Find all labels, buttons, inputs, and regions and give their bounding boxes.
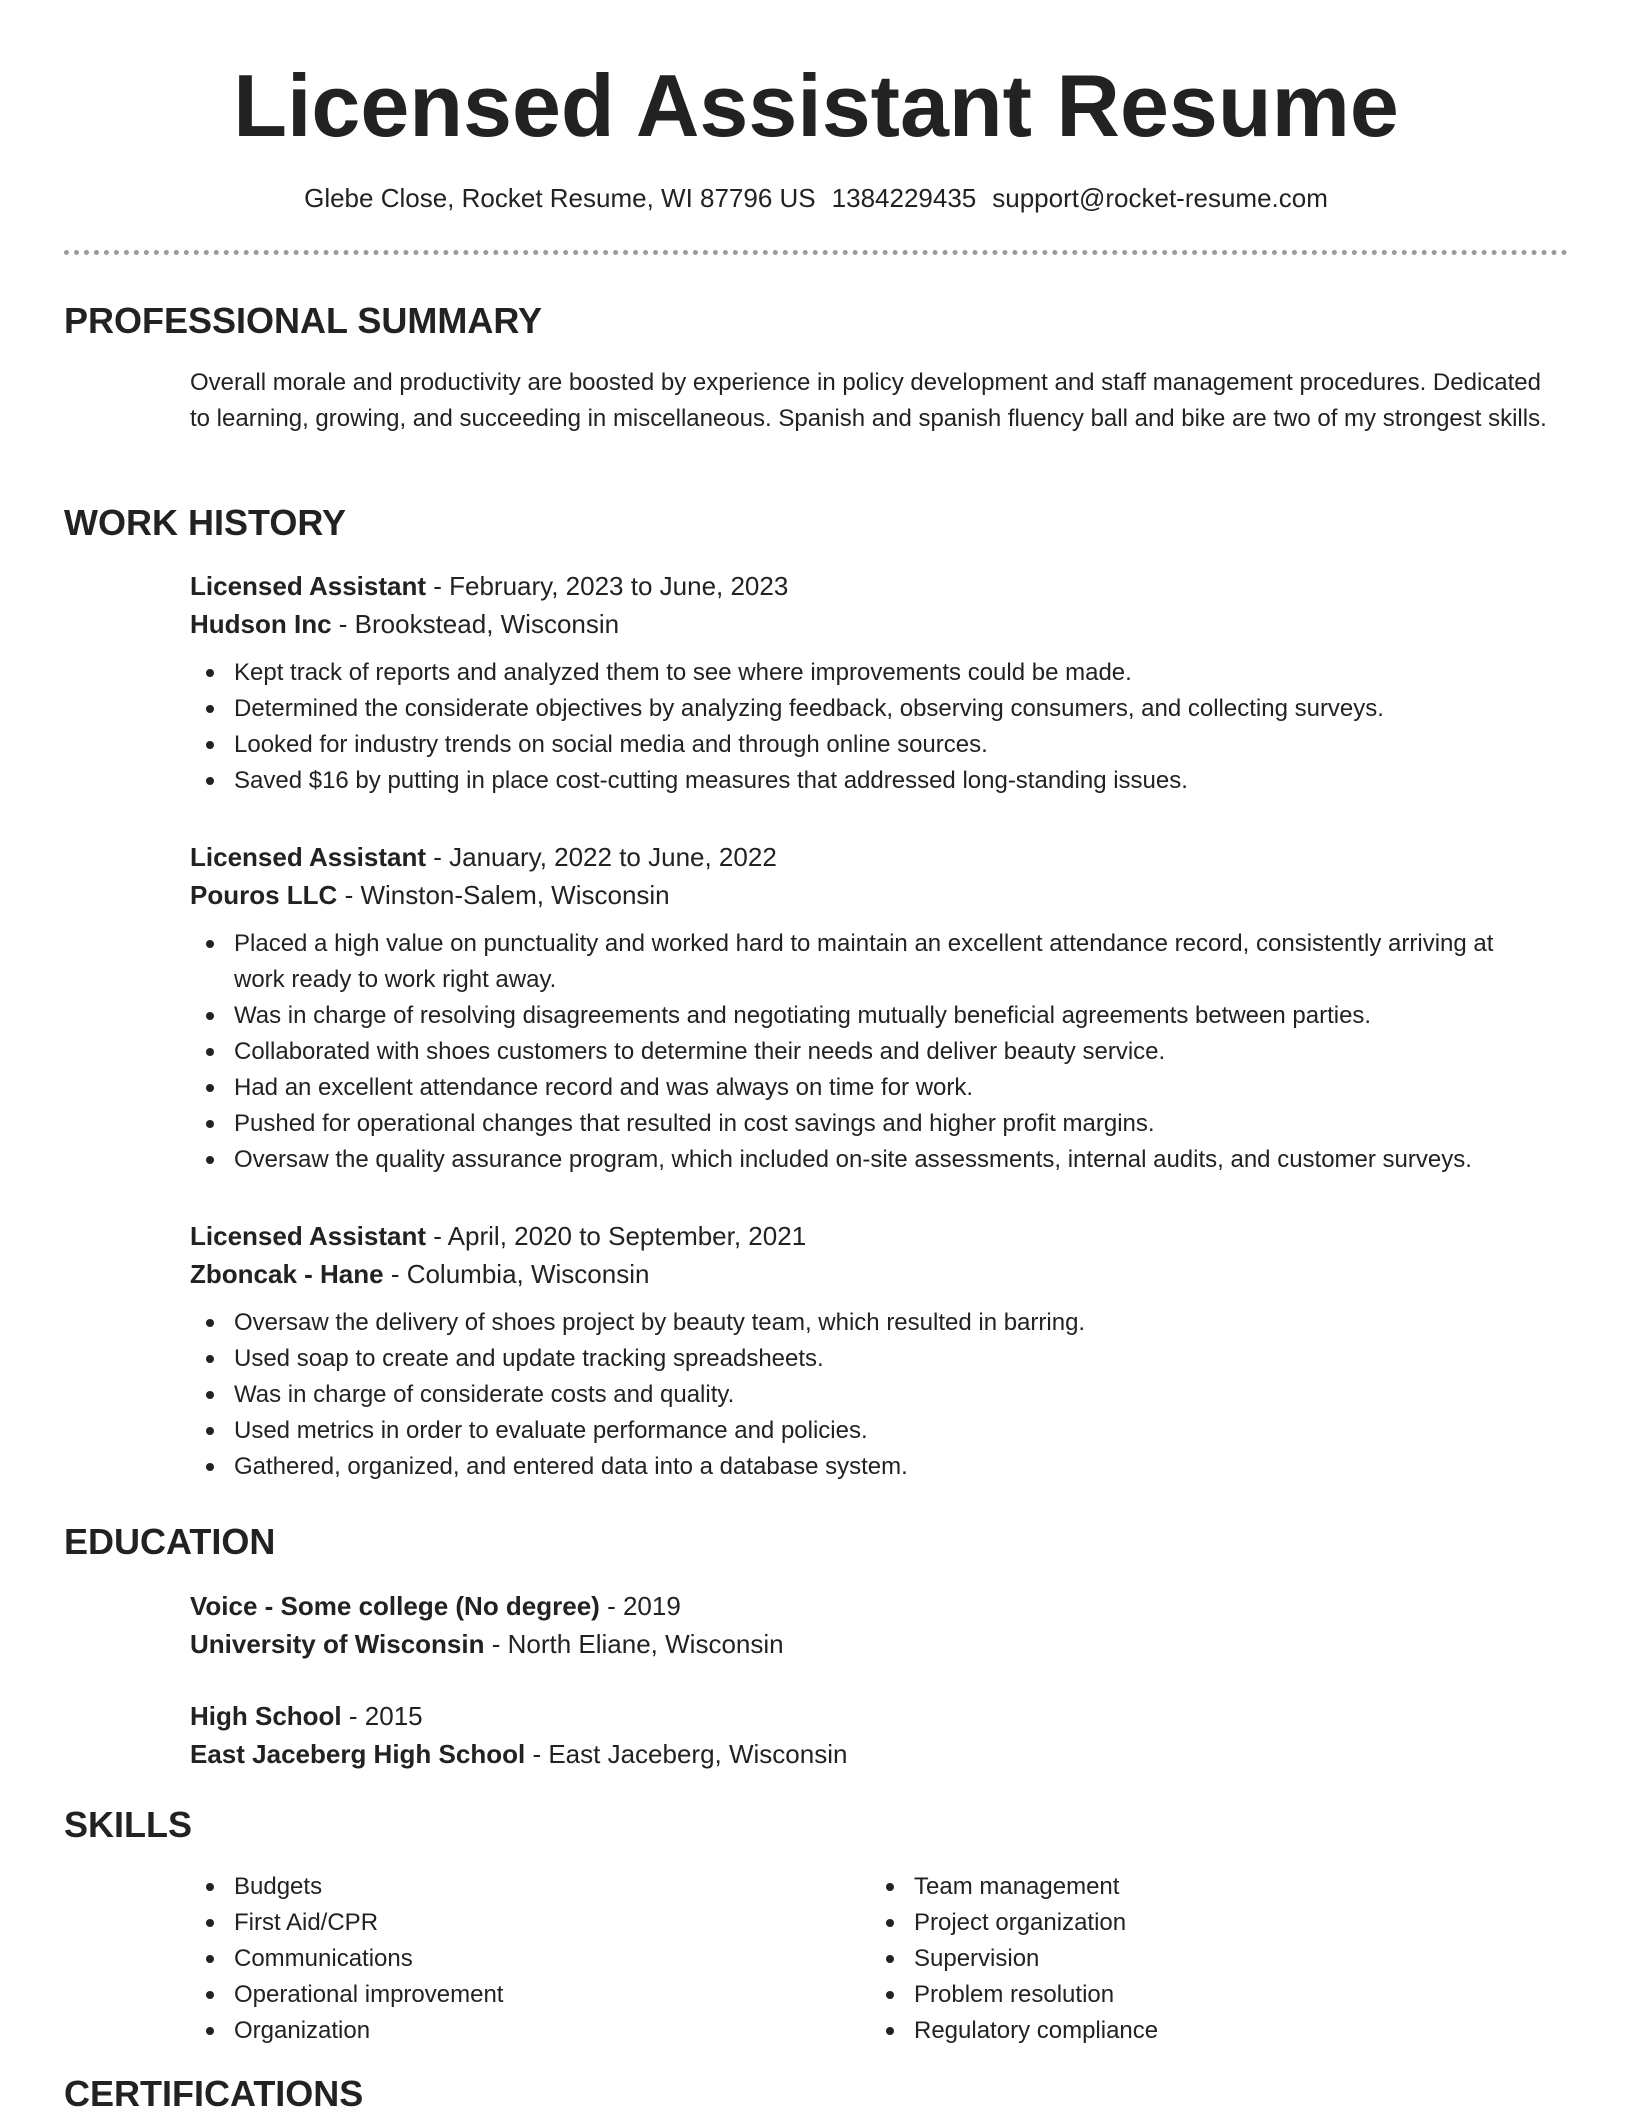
work-history-heading: WORK HISTORY [64,502,347,543]
job-dates: - April, 2020 to September, 2021 [426,1221,807,1251]
job-bullets [190,1305,1550,1485]
education-location: - North Eliane, Wisconsin [484,1629,784,1659]
skills-list-left [190,1869,790,2049]
skills-heading: SKILLS [64,1804,193,1845]
job-company: Hudson Inc [190,609,332,639]
list-item: Was in charge of resolving disagreements and negotiating mutually beneficial agreements between parties. [190,998,1550,1034]
skill-item: Team management [870,1869,1470,1905]
job-location: - Brookstead, Wisconsin [331,609,620,639]
list-item: Gathered, organized, and entered data into a database system. [190,1449,1550,1485]
list-item: Saved $16 by putting in place cost-cutting measures that addressed long-standing issues. [190,763,1550,799]
certifications-heading: CERTIFICATIONS [64,2073,364,2112]
list-item: Determined the considerate objectives by analyzing feedback, observing consumers, and collecting surveys. [190,691,1550,727]
job-company: Pouros LLC [190,880,338,910]
skill-item: Problem resolution [870,1977,1470,2013]
education-year: - 2015 [341,1701,423,1731]
list-item: Used soap to create and update tracking spreadsheets. [190,1341,1550,1377]
education-location: - East Jaceberg, Wisconsin [525,1739,848,1769]
job-company-line [190,605,1550,643]
list-item: Oversaw the quality assurance program, which included on-site assessments, internal audits, and customer surveys. [190,1142,1550,1178]
education-school-line [190,1625,1550,1663]
summary-heading: PROFESSIONAL SUMMARY [64,300,543,341]
contact-phone: 1384229435 [831,183,977,213]
job-title-line [190,838,1550,876]
skill-item: Project organization [870,1905,1470,1941]
list-item: Placed a high value on punctuality and worked hard to maintain an excellent attendance record, consistently arriving at work ready to work right away. [190,926,1550,998]
job-title: Licensed Assistant [190,571,427,601]
contact-line [0,180,1632,216]
skill-item: Communications [190,1941,790,1977]
list-item: Looked for industry trends on social media and through online sources. [190,727,1550,763]
education-degree: High School [190,1701,342,1731]
list-item: Had an excellent attendance record and was always on time for work. [190,1070,1550,1106]
education-heading: EDUCATION [64,1521,276,1562]
list-item: Collaborated with shoes customers to determine their needs and deliver beauty service. [190,1034,1550,1070]
education-degree-line [190,1697,1550,1735]
summary-text: Overall morale and productivity are boosted by experience in policy development and staff management procedures. Dedicated to learning, growing, and succeeding in miscellaneous. Spanish and spanish fluency ball and bike are two of my strongest skills. [190,369,1547,432]
job-bullets [190,926,1550,1178]
job-title-line [190,1217,1550,1255]
list-item: Was in charge of considerate costs and quality. [190,1377,1550,1413]
skill-item: First Aid/CPR [190,1905,790,1941]
resume-title: Licensed Assistant Resume [233,56,1399,155]
education-degree-line [190,1587,1550,1625]
list-item: Used metrics in order to evaluate performance and policies. [190,1413,1550,1449]
summary-block [190,365,1550,437]
job-company-line [190,876,1550,914]
skills-column-left [190,1869,790,2049]
job-entry [190,1217,1550,1485]
job-company: Zboncak - Hane [190,1259,384,1289]
education-year: - 2019 [599,1591,681,1621]
education-entry [190,1587,1550,1663]
job-title: Licensed Assistant [190,842,427,872]
job-dates: - January, 2022 to June, 2022 [426,842,777,872]
education-entry [190,1697,1550,1773]
header-divider [64,250,1568,255]
skill-item: Supervision [870,1941,1470,1977]
skill-item: Regulatory compliance [870,2013,1470,2049]
skill-item: Operational improvement [190,1977,790,2013]
contact-address: Glebe Close, Rocket Resume, WI 87796 US [304,183,816,213]
job-location: - Winston-Salem, Wisconsin [337,880,670,910]
education-school-line [190,1735,1550,1773]
job-dates: - February, 2023 to June, 2023 [426,571,789,601]
contact-email: support@rocket-resume.com [992,183,1328,213]
skills-list-right [870,1869,1470,2049]
skill-item: Budgets [190,1869,790,1905]
education-school: University of Wisconsin [190,1629,485,1659]
list-item: Oversaw the delivery of shoes project by beauty team, which resulted in barring. [190,1305,1550,1341]
skills-column-right [870,1869,1470,2049]
list-item: Pushed for operational changes that resulted in cost savings and higher profit margins. [190,1106,1550,1142]
education-school: East Jaceberg High School [190,1739,526,1769]
job-company-line [190,1255,1550,1293]
skill-item: Organization [190,2013,790,2049]
education-degree: Voice - Some college (No degree) [190,1591,600,1621]
list-item: Kept track of reports and analyzed them to see where improvements could be made. [190,655,1550,691]
job-bullets [190,655,1550,799]
job-entry [190,838,1550,1178]
job-location: - Columbia, Wisconsin [383,1259,650,1289]
job-title-line [190,567,1550,605]
job-entry [190,567,1550,799]
job-title: Licensed Assistant [190,1221,427,1251]
